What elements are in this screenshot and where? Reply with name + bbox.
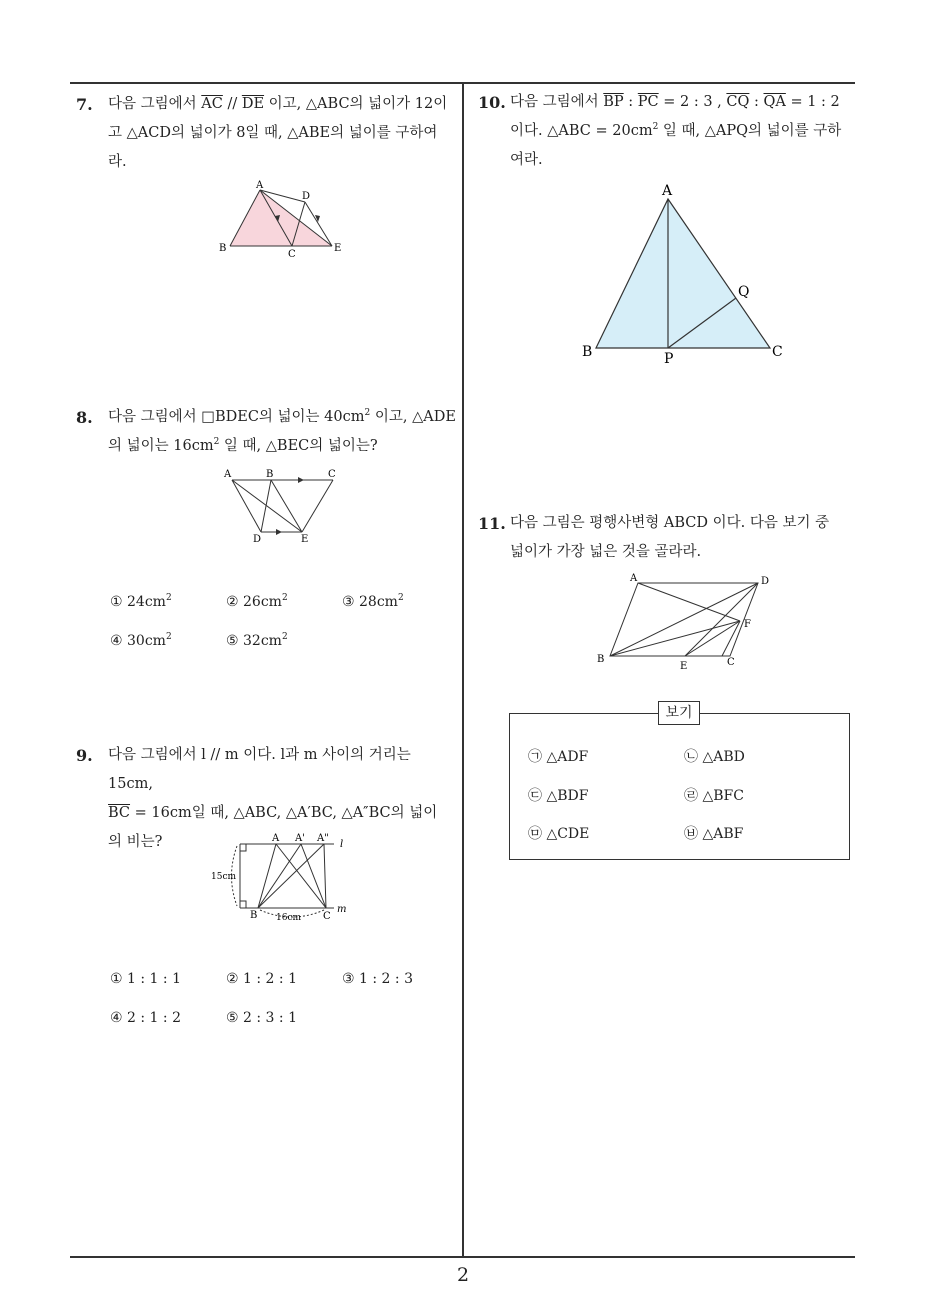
- label-A: A: [630, 573, 638, 584]
- label-P: P: [664, 351, 674, 367]
- bogi-item[interactable]: ㉣ △BFC: [684, 788, 744, 804]
- label-A: A: [662, 183, 673, 199]
- choice-1[interactable]: ① $24cm^2$: [110, 593, 172, 610]
- problem-text: 다음 그림에서 □BDEC의 넓이는 $40cm^2$ 이고, △ADE 의 넓이는 $16cm^2$ 일 때, △BEC의 넓이는?: [108, 408, 456, 454]
- choice-3[interactable]: ③ $28cm^2$: [342, 593, 404, 610]
- problem-number: 8.: [76, 408, 93, 427]
- label-C: C: [288, 249, 296, 260]
- label-D: D: [761, 576, 770, 587]
- bottom-rule: [70, 1256, 855, 1258]
- label-A-prime: A': [295, 833, 305, 844]
- choice-5[interactable]: ⑤ $32cm^2$: [226, 632, 288, 649]
- problem-number: 11.: [478, 514, 506, 533]
- figure-8: [218, 466, 348, 548]
- label-B: B: [250, 910, 258, 921]
- figure-9: [206, 830, 356, 926]
- problem-8: [76, 403, 460, 461]
- label-C: C: [328, 469, 336, 480]
- label-B: B: [266, 469, 274, 480]
- problem-number: 10.: [478, 93, 506, 112]
- figure-11: [590, 570, 780, 675]
- bogi-item[interactable]: ㉥ △ABF: [684, 826, 744, 842]
- label-A-double-prime: A": [317, 833, 329, 844]
- label-A: A: [224, 469, 232, 480]
- label-A: A: [272, 833, 280, 844]
- choice-4[interactable]: ④ 2 : 1 : 2: [110, 1010, 181, 1026]
- label-B: B: [582, 344, 593, 360]
- problem-text: 다음 그림은 평행사변형 ABCD 이다. 다음 보기 중 넓이가 가장 넓은 것을 골라라.: [510, 515, 830, 560]
- parallel-arrow: [276, 529, 282, 535]
- label-m: m: [337, 904, 347, 915]
- bogi-title: 보기: [658, 701, 700, 725]
- label-width: 16cm: [276, 913, 302, 923]
- figure-10: [575, 180, 795, 370]
- bogi-item[interactable]: ㉡ △ABD: [684, 749, 745, 765]
- bogi-item[interactable]: ㉢ △BDF: [528, 788, 589, 804]
- label-D: D: [253, 534, 262, 545]
- problem-text: 다음 그림에서 l // m 이다. l과 m 사이의 거리는 15cm, $\overline{BC} = 16cm$일 때, △ABC, △A′BC, △A″BC의 넓이 의 비는?: [108, 747, 438, 850]
- bogi-item[interactable]: ㉠ △ADF: [528, 749, 589, 765]
- choice-1[interactable]: ① 1 : 1 : 1: [110, 971, 181, 987]
- label-D: D: [302, 191, 311, 202]
- choice-5[interactable]: ⑤ 2 : 3 : 1: [226, 1010, 297, 1026]
- problem-11: [478, 509, 858, 567]
- label-F: F: [744, 619, 751, 630]
- bogi-item[interactable]: ㉤ △CDE: [528, 826, 590, 842]
- problem-number: 7.: [76, 95, 93, 114]
- label-C: C: [772, 344, 783, 360]
- parallel-arrow: [298, 477, 304, 483]
- label-E: E: [680, 661, 688, 672]
- choice-2[interactable]: ② 1 : 2 : 1: [226, 971, 297, 987]
- problem-7: [76, 90, 460, 177]
- label-C: C: [727, 657, 735, 668]
- label-l: l: [340, 839, 344, 850]
- column-divider: [462, 83, 464, 1257]
- label-A: A: [256, 180, 264, 191]
- problem-text: 다음 그림에서 $\overline{BP}$ : $\overline{PC} = 2$ : 3 , $\overline{CQ}$ : $\overline{QA} = 1$ : 2 이다. △ABC = $20cm^2$ 일 때, △APQ의 넓이를 구하 여라.: [510, 94, 842, 168]
- problem-number: 9.: [76, 746, 93, 765]
- page-number: 2: [456, 1264, 470, 1286]
- label-B: B: [597, 654, 605, 665]
- choice-3[interactable]: ③ 1 : 2 : 3: [342, 971, 413, 987]
- figure-7: [210, 178, 360, 263]
- label-height: 15cm: [211, 872, 237, 882]
- label-C: C: [323, 911, 331, 922]
- choice-4[interactable]: ④ $30cm^2$: [110, 632, 172, 649]
- choice-2[interactable]: ② $26cm^2$: [226, 593, 288, 610]
- problem-text: 다음 그림에서 $\overline{AC} // \overline{DE}$ 이고, △ABC의 넓이가 12이 고 △ACD의 넓이가 8일 때, △ABE의 넓이를 구하여 라.: [108, 96, 448, 170]
- label-B: B: [219, 243, 227, 254]
- label-Q: Q: [738, 284, 750, 300]
- label-E: E: [301, 534, 309, 545]
- label-E: E: [334, 243, 342, 254]
- triangle-abc: [596, 199, 770, 348]
- problem-10: [478, 88, 858, 175]
- parallel-arrow: [315, 215, 320, 222]
